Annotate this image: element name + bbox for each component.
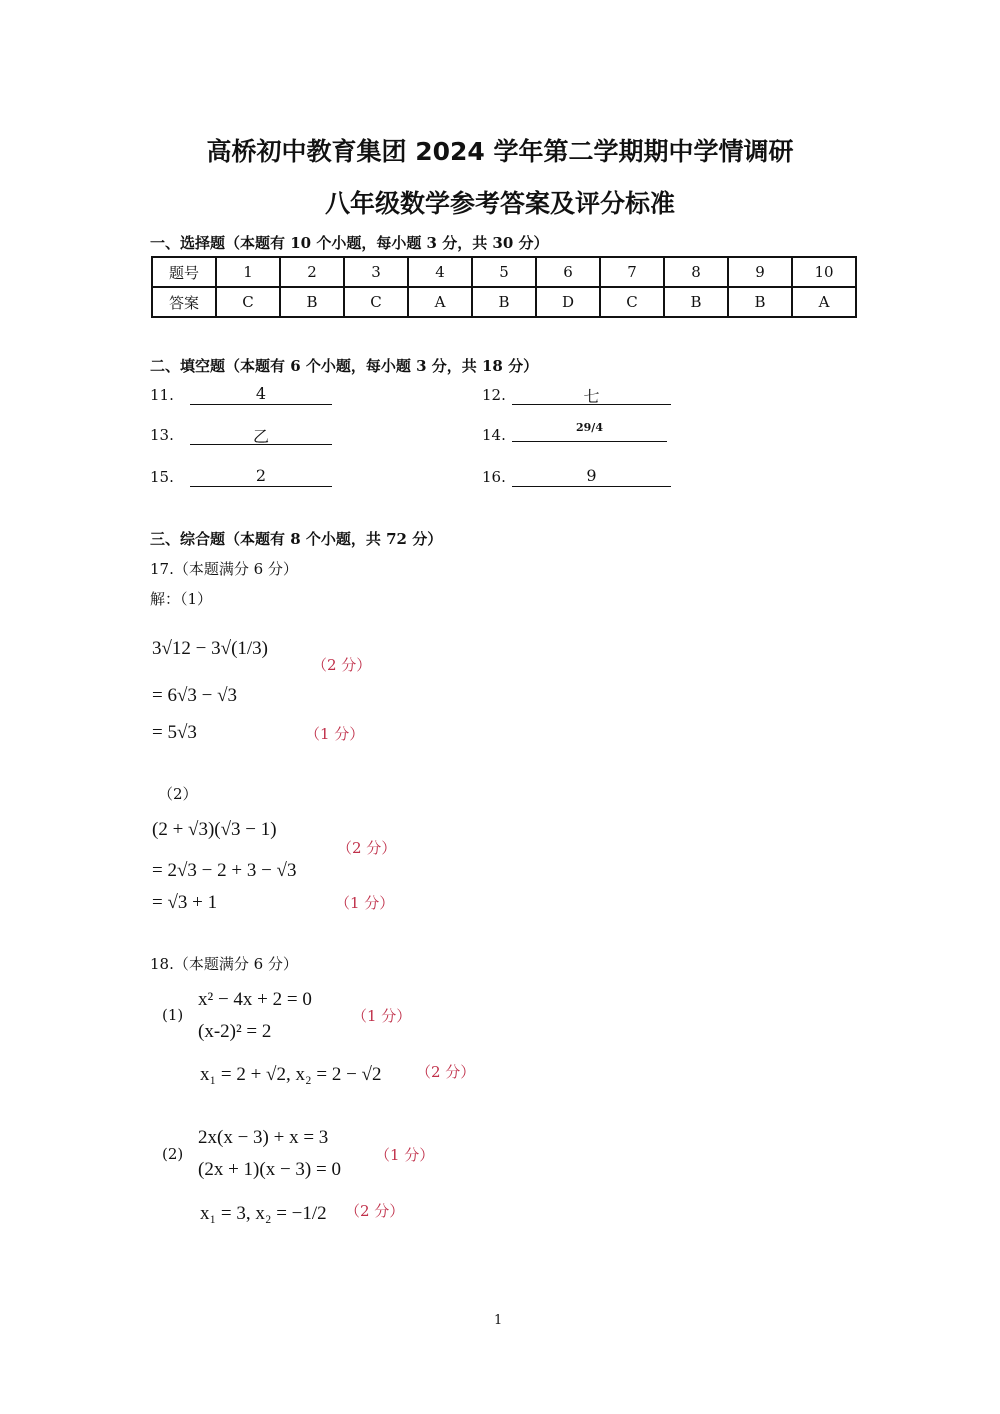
question-number: 6 (536, 257, 600, 287)
score-label: （1 分） (375, 1146, 435, 1164)
score-label: （1 分） (305, 725, 365, 743)
section2-heading: 二、填空题（本题有 6 个小题，每小题 3 分，共 18 分） (150, 357, 539, 375)
table-row (152, 257, 856, 287)
math-line: 3√12 − 3√(1/3) (152, 638, 269, 659)
fill-number: 11. (150, 386, 174, 404)
page-subtitle: 八年级数学参考答案及评分标准 (324, 189, 675, 218)
answer-cell: C (216, 287, 280, 317)
question-number: 1 (216, 257, 280, 287)
fill-number: 14. (482, 426, 506, 444)
fill-answer: 七 (512, 384, 671, 405)
fill-answer: 29/4 (512, 421, 667, 442)
question-number: 10 (792, 257, 856, 287)
fill-answer: 乙 (190, 424, 332, 445)
q17-part1-label: 解：（1） (150, 590, 213, 608)
fill-number: 12. (482, 386, 506, 404)
fill-answer: 9 (512, 466, 671, 487)
answer-cell: D (536, 287, 600, 317)
score-label: （2 分） (312, 656, 372, 674)
section3-heading: 三、综合题（本题有 8 个小题，共 72 分） (150, 530, 443, 548)
math-line: x₁ = 3, x₂ = −1/2 (200, 1203, 327, 1224)
math-line: = 6√3 − √3 (152, 685, 238, 706)
answer-cell: B (664, 287, 728, 317)
question-number: 8 (664, 257, 728, 287)
section1-heading: 一、选择题（本题有 10 个小题，每小题 3 分，共 30 分） (150, 234, 549, 252)
math-line: (2x + 1)(x − 3) = 0 (198, 1159, 341, 1180)
question-number: 7 (600, 257, 664, 287)
answer-cell: C (600, 287, 664, 317)
fill-number: 16. (482, 468, 506, 486)
math-line: = 5√3 (152, 722, 197, 743)
answer-cell: B (280, 287, 344, 317)
row-label: 题号 (152, 257, 216, 287)
math-line: x² − 4x + 2 = 0 (198, 989, 312, 1010)
math-line: 2x(x − 3) + x = 3 (198, 1127, 329, 1148)
row-label: 答案 (152, 287, 216, 317)
q17-part2-label: （2） (158, 785, 198, 803)
fill-answer: 4 (190, 384, 332, 405)
q18-header: 18.（本题满分 6 分） (150, 955, 298, 973)
score-label: （2 分） (345, 1202, 405, 1220)
math-line: x₁ = 2 + √2, x₂ = 2 − √2 (200, 1064, 382, 1085)
question-number: 9 (728, 257, 792, 287)
score-label: （2 分） (416, 1063, 476, 1081)
answer-cell: A (408, 287, 472, 317)
math-line: = √3 + 1 (152, 892, 218, 913)
math-line: = 2√3 − 2 + 3 − √3 (152, 860, 297, 881)
score-label: （2 分） (337, 839, 397, 857)
page-number: 1 (494, 1313, 503, 1328)
fill-answer: 2 (190, 466, 332, 487)
math-line: (x-2)² = 2 (198, 1021, 272, 1042)
answer-cell: B (728, 287, 792, 317)
question-number: 4 (408, 257, 472, 287)
question-number: 3 (344, 257, 408, 287)
math-line: (2 + √3)(√3 − 1) (152, 819, 277, 840)
choice-answer-table (151, 256, 857, 318)
answer-cell: B (472, 287, 536, 317)
q18-part1-label: (1) (162, 1006, 184, 1024)
q17-header: 17.（本题满分 6 分） (150, 560, 298, 578)
answer-cell: A (792, 287, 856, 317)
score-label: （1 分） (352, 1007, 412, 1025)
score-label: （1 分） (335, 894, 395, 912)
q18-part2-label: (2) (162, 1145, 184, 1163)
table-row (152, 287, 856, 317)
page-title: 高桥初中教育集团 2024 学年第二学期期中学情调研 (206, 137, 794, 166)
question-number: 2 (280, 257, 344, 287)
fill-number: 13. (150, 426, 174, 444)
fill-number: 15. (150, 468, 174, 486)
answer-cell: C (344, 287, 408, 317)
question-number: 5 (472, 257, 536, 287)
